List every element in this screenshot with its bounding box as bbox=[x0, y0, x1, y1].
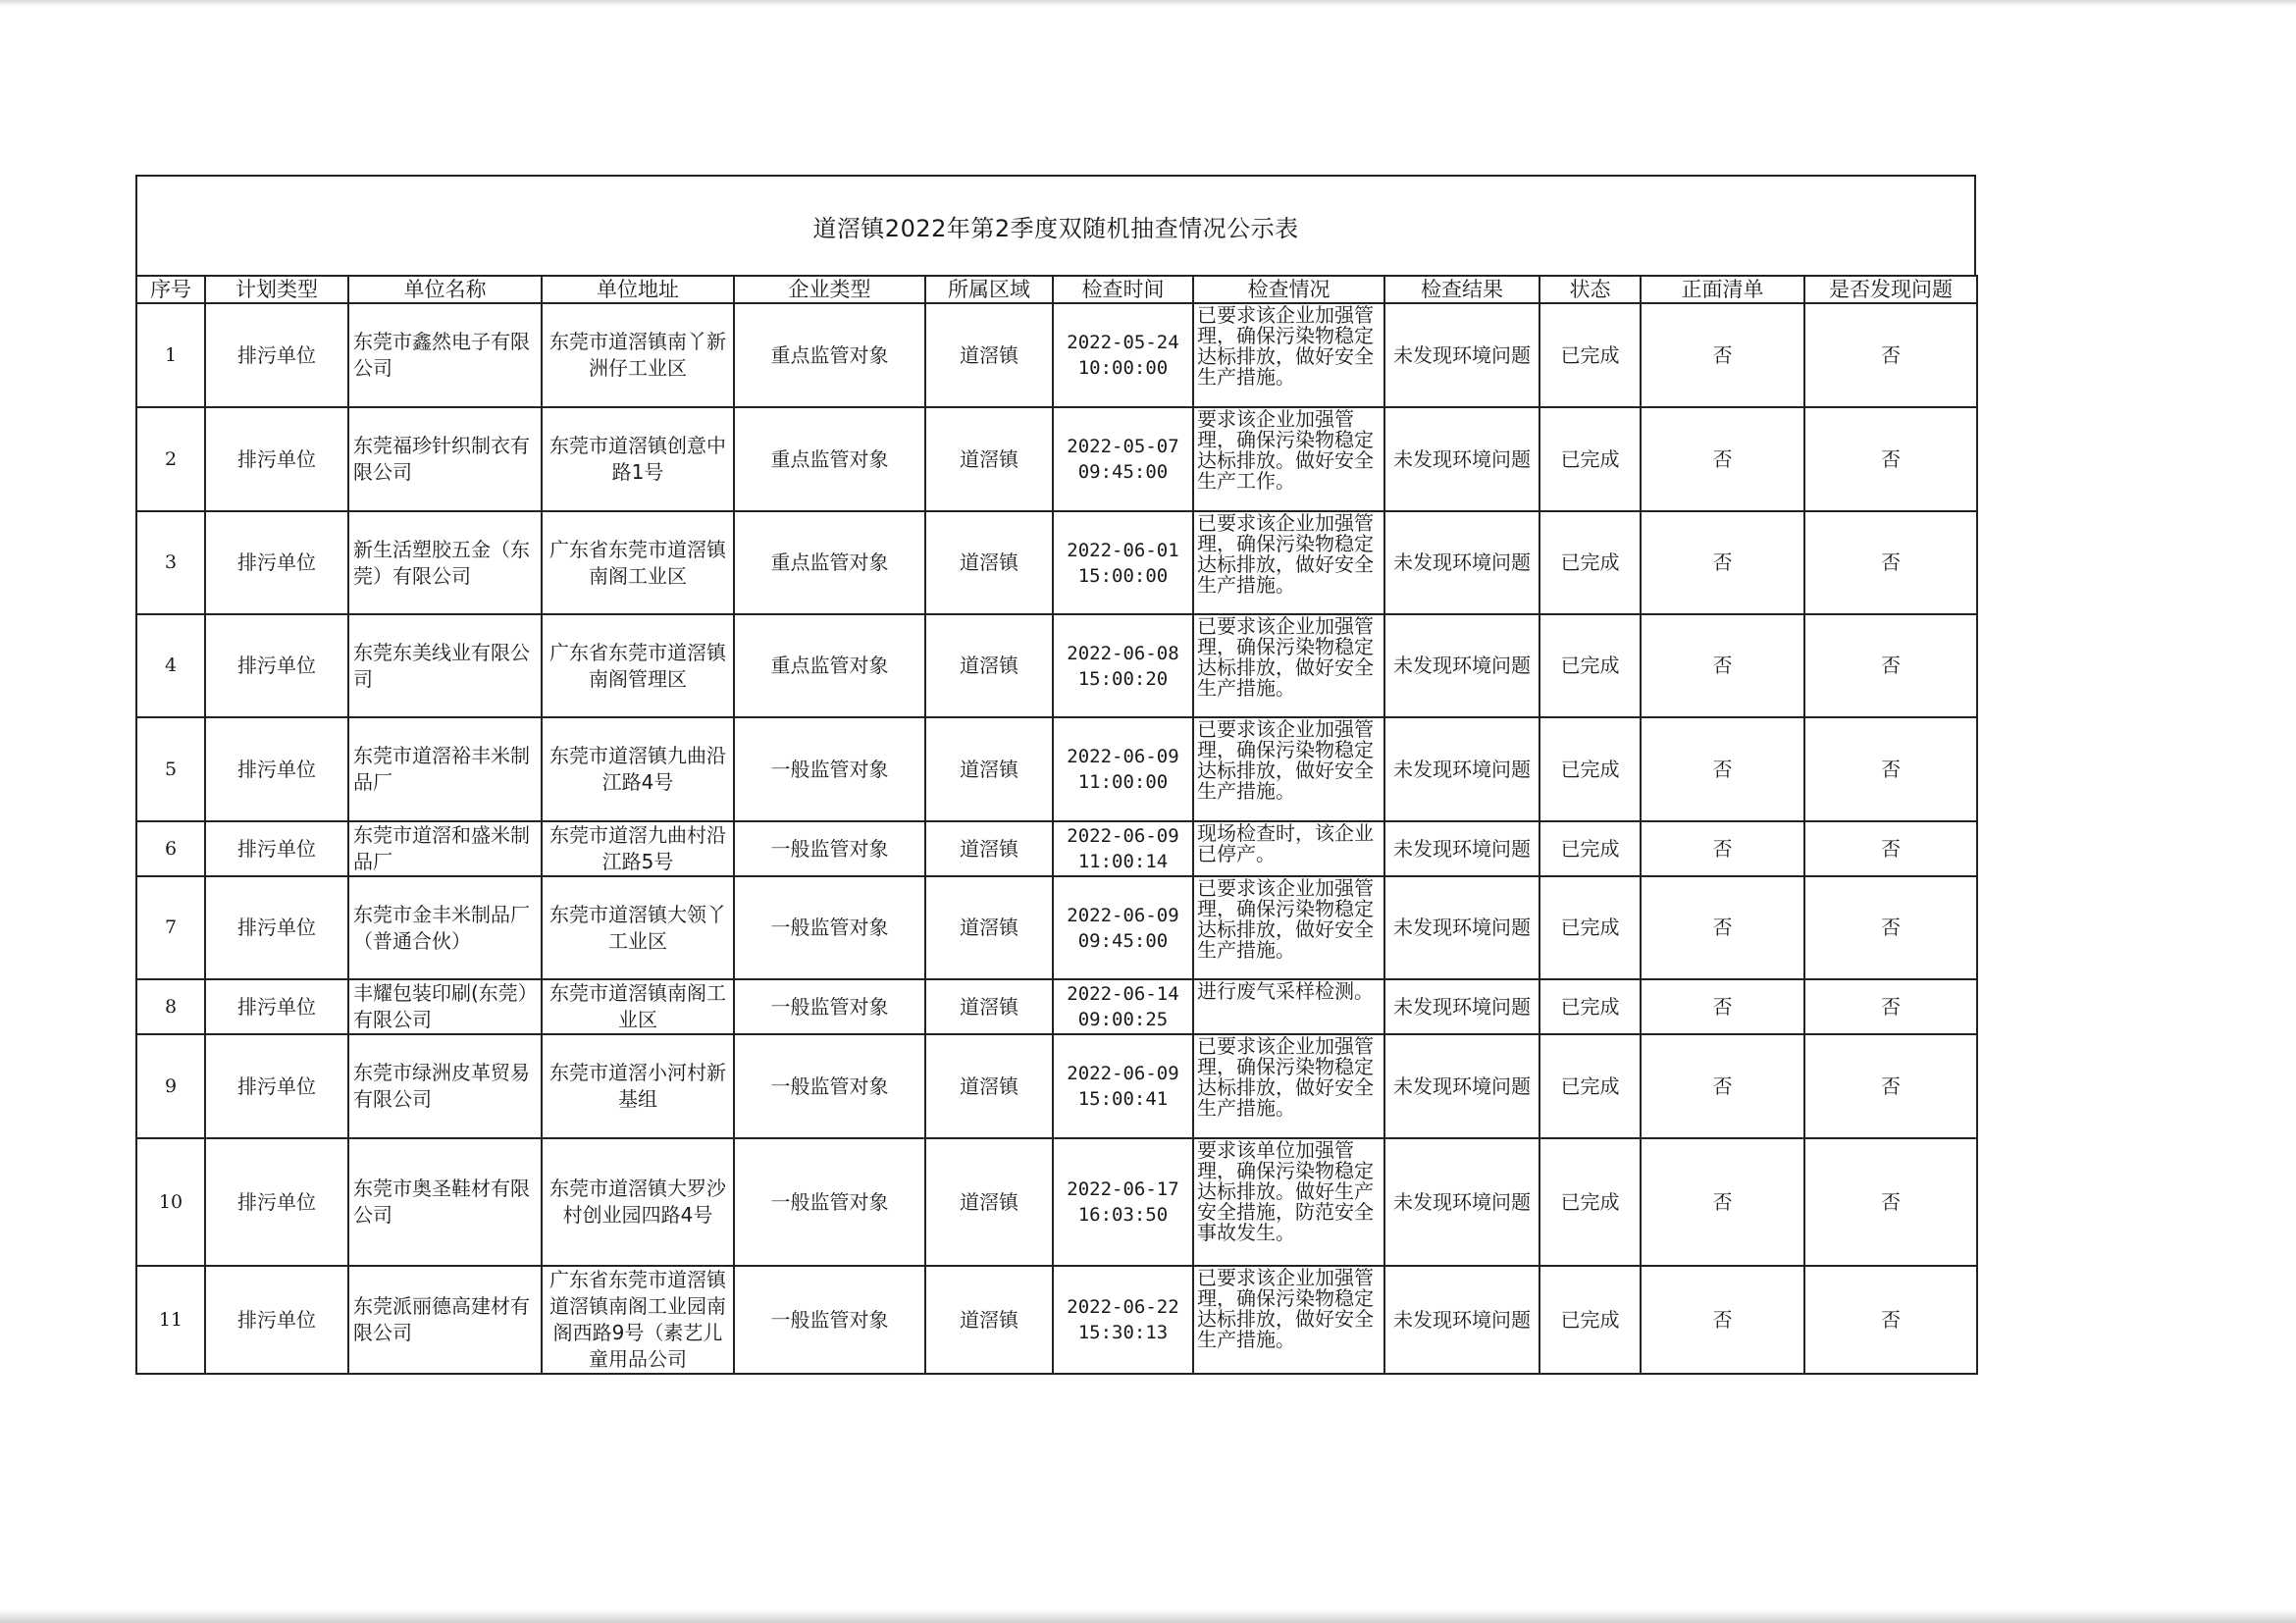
inspection-clock-time: 11:00:00 bbox=[1077, 771, 1169, 793]
plan-type-cell: 排污单位 bbox=[205, 511, 348, 614]
unit-address-cell: 广东省东莞市道滘镇道滘镇南阁工业园南阁西路9号（素艺儿童用品公司 bbox=[542, 1266, 734, 1374]
plan-type-cell: 排污单位 bbox=[205, 407, 348, 511]
row-number-cell: 3 bbox=[136, 511, 205, 614]
status-cell: 已完成 bbox=[1539, 1138, 1641, 1266]
enterprise-type-cell: 一般监管对象 bbox=[734, 979, 925, 1034]
inspection-date: 2022-06-08 bbox=[1067, 642, 1179, 664]
header-unit-name: 单位名称 bbox=[348, 276, 542, 303]
unit-name-cell: 东莞福珍针织制衣有限公司 bbox=[348, 407, 542, 511]
enterprise-type-cell: 一般监管对象 bbox=[734, 821, 925, 876]
row-number-cell: 6 bbox=[136, 821, 205, 876]
inspection-time-cell bbox=[1053, 303, 1193, 407]
unit-address-cell: 东莞市道滘镇创意中路1号 bbox=[542, 407, 734, 511]
status-cell: 已完成 bbox=[1539, 717, 1641, 821]
area-cell: 道滘镇 bbox=[925, 821, 1053, 876]
header-row bbox=[136, 276, 1977, 303]
unit-name-cell: 东莞派丽德高建材有限公司 bbox=[348, 1266, 542, 1374]
table-row bbox=[136, 1266, 1977, 1374]
table-row bbox=[136, 614, 1977, 717]
area-cell: 道滘镇 bbox=[925, 1138, 1053, 1266]
area-cell: 道滘镇 bbox=[925, 876, 1053, 979]
plan-type-cell: 排污单位 bbox=[205, 979, 348, 1034]
positive-list-cell: 否 bbox=[1641, 407, 1804, 511]
inspection-detail-cell: 已要求该企业加强管理，确保污染物稳定达标排放，做好安全生产措施。 bbox=[1193, 614, 1384, 717]
inspection-time-cell bbox=[1053, 1266, 1193, 1374]
area-cell: 道滘镇 bbox=[925, 614, 1053, 717]
inspection-clock-time: 15:00:41 bbox=[1077, 1088, 1169, 1110]
positive-list-cell: 否 bbox=[1641, 614, 1804, 717]
plan-type-cell: 排污单位 bbox=[205, 614, 348, 717]
row-number-cell: 5 bbox=[136, 717, 205, 821]
positive-list-cell: 否 bbox=[1641, 1034, 1804, 1138]
header-inspection-time: 检查时间 bbox=[1053, 276, 1193, 303]
found-issue-cell: 否 bbox=[1804, 1266, 1977, 1374]
inspection-date: 2022-06-01 bbox=[1067, 539, 1179, 561]
inspection-detail-cell: 要求该企业加强管理，确保污染物稳定达标排放。做好安全生产工作。 bbox=[1193, 407, 1384, 511]
enterprise-type-cell: 重点监管对象 bbox=[734, 407, 925, 511]
positive-list-cell: 否 bbox=[1641, 717, 1804, 821]
inspection-date: 2022-06-14 bbox=[1067, 983, 1179, 1005]
inspection-clock-time: 15:00:20 bbox=[1077, 667, 1169, 690]
inspection-clock-time: 15:30:13 bbox=[1077, 1322, 1169, 1343]
inspection-clock-time: 09:00:25 bbox=[1077, 1009, 1169, 1030]
inspection-time-cell bbox=[1053, 1034, 1193, 1138]
area-cell: 道滘镇 bbox=[925, 979, 1053, 1034]
row-number-cell: 2 bbox=[136, 407, 205, 511]
enterprise-type-cell: 一般监管对象 bbox=[734, 1034, 925, 1138]
positive-list-cell: 否 bbox=[1641, 303, 1804, 407]
inspection-result-cell: 未发现环境问题 bbox=[1384, 614, 1539, 717]
area-cell: 道滘镇 bbox=[925, 1034, 1053, 1138]
enterprise-type-cell: 重点监管对象 bbox=[734, 614, 925, 717]
found-issue-cell: 否 bbox=[1804, 1138, 1977, 1266]
unit-name-cell: 东莞市奥圣鞋材有限公司 bbox=[348, 1138, 542, 1266]
table-body bbox=[136, 303, 1977, 1374]
table-row bbox=[136, 303, 1977, 407]
header-unit-address: 单位地址 bbox=[542, 276, 734, 303]
status-cell: 已完成 bbox=[1539, 614, 1641, 717]
plan-type-cell: 排污单位 bbox=[205, 303, 348, 407]
row-number-cell: 11 bbox=[136, 1266, 205, 1374]
row-number-cell: 8 bbox=[136, 979, 205, 1034]
found-issue-cell: 否 bbox=[1804, 979, 1977, 1034]
inspection-date: 2022-05-07 bbox=[1067, 436, 1179, 457]
inspection-date: 2022-06-22 bbox=[1067, 1296, 1179, 1318]
inspection-time-cell bbox=[1053, 979, 1193, 1034]
status-cell: 已完成 bbox=[1539, 511, 1641, 614]
positive-list-cell: 否 bbox=[1641, 876, 1804, 979]
found-issue-cell: 否 bbox=[1804, 303, 1977, 407]
scan-edge-bottom bbox=[0, 1609, 2296, 1623]
table-header bbox=[136, 276, 1977, 303]
inspection-result-cell: 未发现环境问题 bbox=[1384, 821, 1539, 876]
unit-address-cell: 东莞市道滘九曲村沿江路5号 bbox=[542, 821, 734, 876]
inspection-detail-cell: 已要求该企业加强管理，确保污染物稳定达标排放，做好安全生产措施。 bbox=[1193, 876, 1384, 979]
header-enterprise-type: 企业类型 bbox=[734, 276, 925, 303]
unit-address-cell: 东莞市道滘镇大罗沙村创业园四路4号 bbox=[542, 1138, 734, 1266]
inspection-detail-cell: 进行废气采样检测。 bbox=[1193, 979, 1384, 1034]
status-cell: 已完成 bbox=[1539, 407, 1641, 511]
unit-name-cell: 东莞东美线业有限公司 bbox=[348, 614, 542, 717]
status-cell: 已完成 bbox=[1539, 821, 1641, 876]
unit-name-cell: 东莞市绿洲皮革贸易有限公司 bbox=[348, 1034, 542, 1138]
found-issue-cell: 否 bbox=[1804, 876, 1977, 979]
table-row bbox=[136, 407, 1977, 511]
inspection-table bbox=[135, 275, 1978, 1375]
row-number-cell: 7 bbox=[136, 876, 205, 979]
area-cell: 道滘镇 bbox=[925, 717, 1053, 821]
header-plan-type: 计划类型 bbox=[205, 276, 348, 303]
inspection-date: 2022-06-09 bbox=[1067, 825, 1179, 847]
unit-name-cell: 东莞市鑫然电子有限公司 bbox=[348, 303, 542, 407]
status-cell: 已完成 bbox=[1539, 876, 1641, 979]
header-area: 所属区域 bbox=[925, 276, 1053, 303]
table-row bbox=[136, 979, 1977, 1034]
inspection-time-cell bbox=[1053, 1138, 1193, 1266]
unit-name-cell: 东莞市道滘裕丰米制品厂 bbox=[348, 717, 542, 821]
plan-type-cell: 排污单位 bbox=[205, 876, 348, 979]
row-number-cell: 1 bbox=[136, 303, 205, 407]
unit-name-cell: 东莞市金丰米制品厂（普通合伙） bbox=[348, 876, 542, 979]
table-row bbox=[136, 717, 1977, 821]
inspection-time-cell bbox=[1053, 614, 1193, 717]
enterprise-type-cell: 一般监管对象 bbox=[734, 1266, 925, 1374]
positive-list-cell: 否 bbox=[1641, 511, 1804, 614]
area-cell: 道滘镇 bbox=[925, 303, 1053, 407]
inspection-result-cell: 未发现环境问题 bbox=[1384, 511, 1539, 614]
inspection-clock-time: 10:00:00 bbox=[1077, 357, 1169, 379]
header-inspection-detail: 检查情况 bbox=[1193, 276, 1384, 303]
unit-address-cell: 东莞市道滘镇南阁工业区 bbox=[542, 979, 734, 1034]
table-row bbox=[136, 1138, 1977, 1266]
header-no: 序号 bbox=[136, 276, 205, 303]
inspection-detail-cell: 现场检查时，该企业已停产。 bbox=[1193, 821, 1384, 876]
inspection-time-cell bbox=[1053, 717, 1193, 821]
inspection-time-cell bbox=[1053, 407, 1193, 511]
positive-list-cell: 否 bbox=[1641, 1266, 1804, 1374]
status-cell: 已完成 bbox=[1539, 979, 1641, 1034]
inspection-result-cell: 未发现环境问题 bbox=[1384, 1266, 1539, 1374]
inspection-result-cell: 未发现环境问题 bbox=[1384, 876, 1539, 979]
header-inspection-result: 检查结果 bbox=[1384, 276, 1539, 303]
header-status: 状态 bbox=[1539, 276, 1641, 303]
row-number-cell: 9 bbox=[136, 1034, 205, 1138]
area-cell: 道滘镇 bbox=[925, 511, 1053, 614]
table-row bbox=[136, 511, 1977, 614]
header-positive-list: 正面清单 bbox=[1641, 276, 1804, 303]
table-row bbox=[136, 876, 1977, 979]
inspection-clock-time: 09:45:00 bbox=[1077, 929, 1169, 952]
inspection-time-cell bbox=[1053, 511, 1193, 614]
inspection-time-cell bbox=[1053, 876, 1193, 979]
inspection-detail-cell: 已要求该企业加强管理，确保污染物稳定达标排放，做好安全生产措施。 bbox=[1193, 717, 1384, 821]
inspection-date: 2022-05-24 bbox=[1067, 332, 1179, 353]
unit-name-cell: 东莞市道滘和盛米制品厂 bbox=[348, 821, 542, 876]
enterprise-type-cell: 重点监管对象 bbox=[734, 303, 925, 407]
inspection-result-cell: 未发现环境问题 bbox=[1384, 717, 1539, 821]
inspection-detail-cell: 要求该单位加强管理，确保污染物稳定达标排放。做好生产安全措施，防范安全事故发生。 bbox=[1193, 1138, 1384, 1266]
area-cell: 道滘镇 bbox=[925, 1266, 1053, 1374]
positive-list-cell: 否 bbox=[1641, 979, 1804, 1034]
enterprise-type-cell: 一般监管对象 bbox=[734, 717, 925, 821]
inspection-sheet bbox=[135, 175, 1976, 1375]
plan-type-cell: 排污单位 bbox=[205, 1034, 348, 1138]
inspection-clock-time: 16:03:50 bbox=[1077, 1204, 1169, 1226]
status-cell: 已完成 bbox=[1539, 1034, 1641, 1138]
found-issue-cell: 否 bbox=[1804, 407, 1977, 511]
unit-address-cell: 东莞市道滘小河村新基组 bbox=[542, 1034, 734, 1138]
unit-name-cell: 新生活塑胶五金（东莞）有限公司 bbox=[348, 511, 542, 614]
header-found-issue: 是否发现问题 bbox=[1804, 276, 1977, 303]
enterprise-type-cell: 重点监管对象 bbox=[734, 511, 925, 614]
found-issue-cell: 否 bbox=[1804, 1034, 1977, 1138]
enterprise-type-cell: 一般监管对象 bbox=[734, 1138, 925, 1266]
plan-type-cell: 排污单位 bbox=[205, 821, 348, 876]
unit-address-cell: 东莞市道滘镇大领丫工业区 bbox=[542, 876, 734, 979]
inspection-result-cell: 未发现环境问题 bbox=[1384, 407, 1539, 511]
inspection-date: 2022-06-09 bbox=[1067, 746, 1179, 767]
inspection-date: 2022-06-09 bbox=[1067, 1063, 1179, 1084]
inspection-detail-cell: 已要求该企业加强管理，确保污染物稳定达标排放，做好安全生产措施。 bbox=[1193, 511, 1384, 614]
found-issue-cell: 否 bbox=[1804, 614, 1977, 717]
table-row bbox=[136, 821, 1977, 876]
inspection-time-cell bbox=[1053, 821, 1193, 876]
row-number-cell: 4 bbox=[136, 614, 205, 717]
found-issue-cell: 否 bbox=[1804, 511, 1977, 614]
inspection-clock-time: 09:45:00 bbox=[1077, 461, 1169, 483]
row-number-cell: 10 bbox=[136, 1138, 205, 1266]
found-issue-cell: 否 bbox=[1804, 717, 1977, 821]
plan-type-cell: 排污单位 bbox=[205, 1266, 348, 1374]
unit-address-cell: 广东省东莞市道滘镇南阁管理区 bbox=[542, 614, 734, 717]
unit-address-cell: 广东省东莞市道滘镇南阁工业区 bbox=[542, 511, 734, 614]
inspection-detail-cell: 已要求该企业加强管理，确保污染物稳定达标排放，做好安全生产措施。 bbox=[1193, 303, 1384, 407]
inspection-detail-cell: 已要求该企业加强管理，确保污染物稳定达标排放，做好安全生产措施。 bbox=[1193, 1034, 1384, 1138]
inspection-clock-time: 15:00:00 bbox=[1077, 564, 1169, 587]
unit-address-cell: 东莞市道滘镇九曲沿江路4号 bbox=[542, 717, 734, 821]
plan-type-cell: 排污单位 bbox=[205, 1138, 348, 1266]
inspection-detail-cell: 已要求该企业加强管理，确保污染物稳定达标排放，做好安全生产措施。 bbox=[1193, 1266, 1384, 1374]
positive-list-cell: 否 bbox=[1641, 821, 1804, 876]
inspection-result-cell: 未发现环境问题 bbox=[1384, 303, 1539, 407]
inspection-result-cell: 未发现环境问题 bbox=[1384, 1034, 1539, 1138]
inspection-clock-time: 11:00:14 bbox=[1077, 851, 1169, 872]
inspection-date: 2022-06-17 bbox=[1067, 1178, 1179, 1200]
inspection-result-cell: 未发现环境问题 bbox=[1384, 1138, 1539, 1266]
status-cell: 已完成 bbox=[1539, 303, 1641, 407]
status-cell: 已完成 bbox=[1539, 1266, 1641, 1374]
document-title: 道滘镇2022年第2季度双随机抽查情况公示表 bbox=[135, 175, 1976, 275]
area-cell: 道滘镇 bbox=[925, 407, 1053, 511]
inspection-result-cell: 未发现环境问题 bbox=[1384, 979, 1539, 1034]
plan-type-cell: 排污单位 bbox=[205, 717, 348, 821]
scan-edge-top bbox=[0, 0, 2296, 6]
table-row bbox=[136, 1034, 1977, 1138]
found-issue-cell: 否 bbox=[1804, 821, 1977, 876]
inspection-date: 2022-06-09 bbox=[1067, 904, 1179, 926]
positive-list-cell: 否 bbox=[1641, 1138, 1804, 1266]
unit-name-cell: 丰耀包装印刷(东莞）有限公司 bbox=[348, 979, 542, 1034]
enterprise-type-cell: 一般监管对象 bbox=[734, 876, 925, 979]
unit-address-cell: 东莞市道滘镇南丫新洲仔工业区 bbox=[542, 303, 734, 407]
